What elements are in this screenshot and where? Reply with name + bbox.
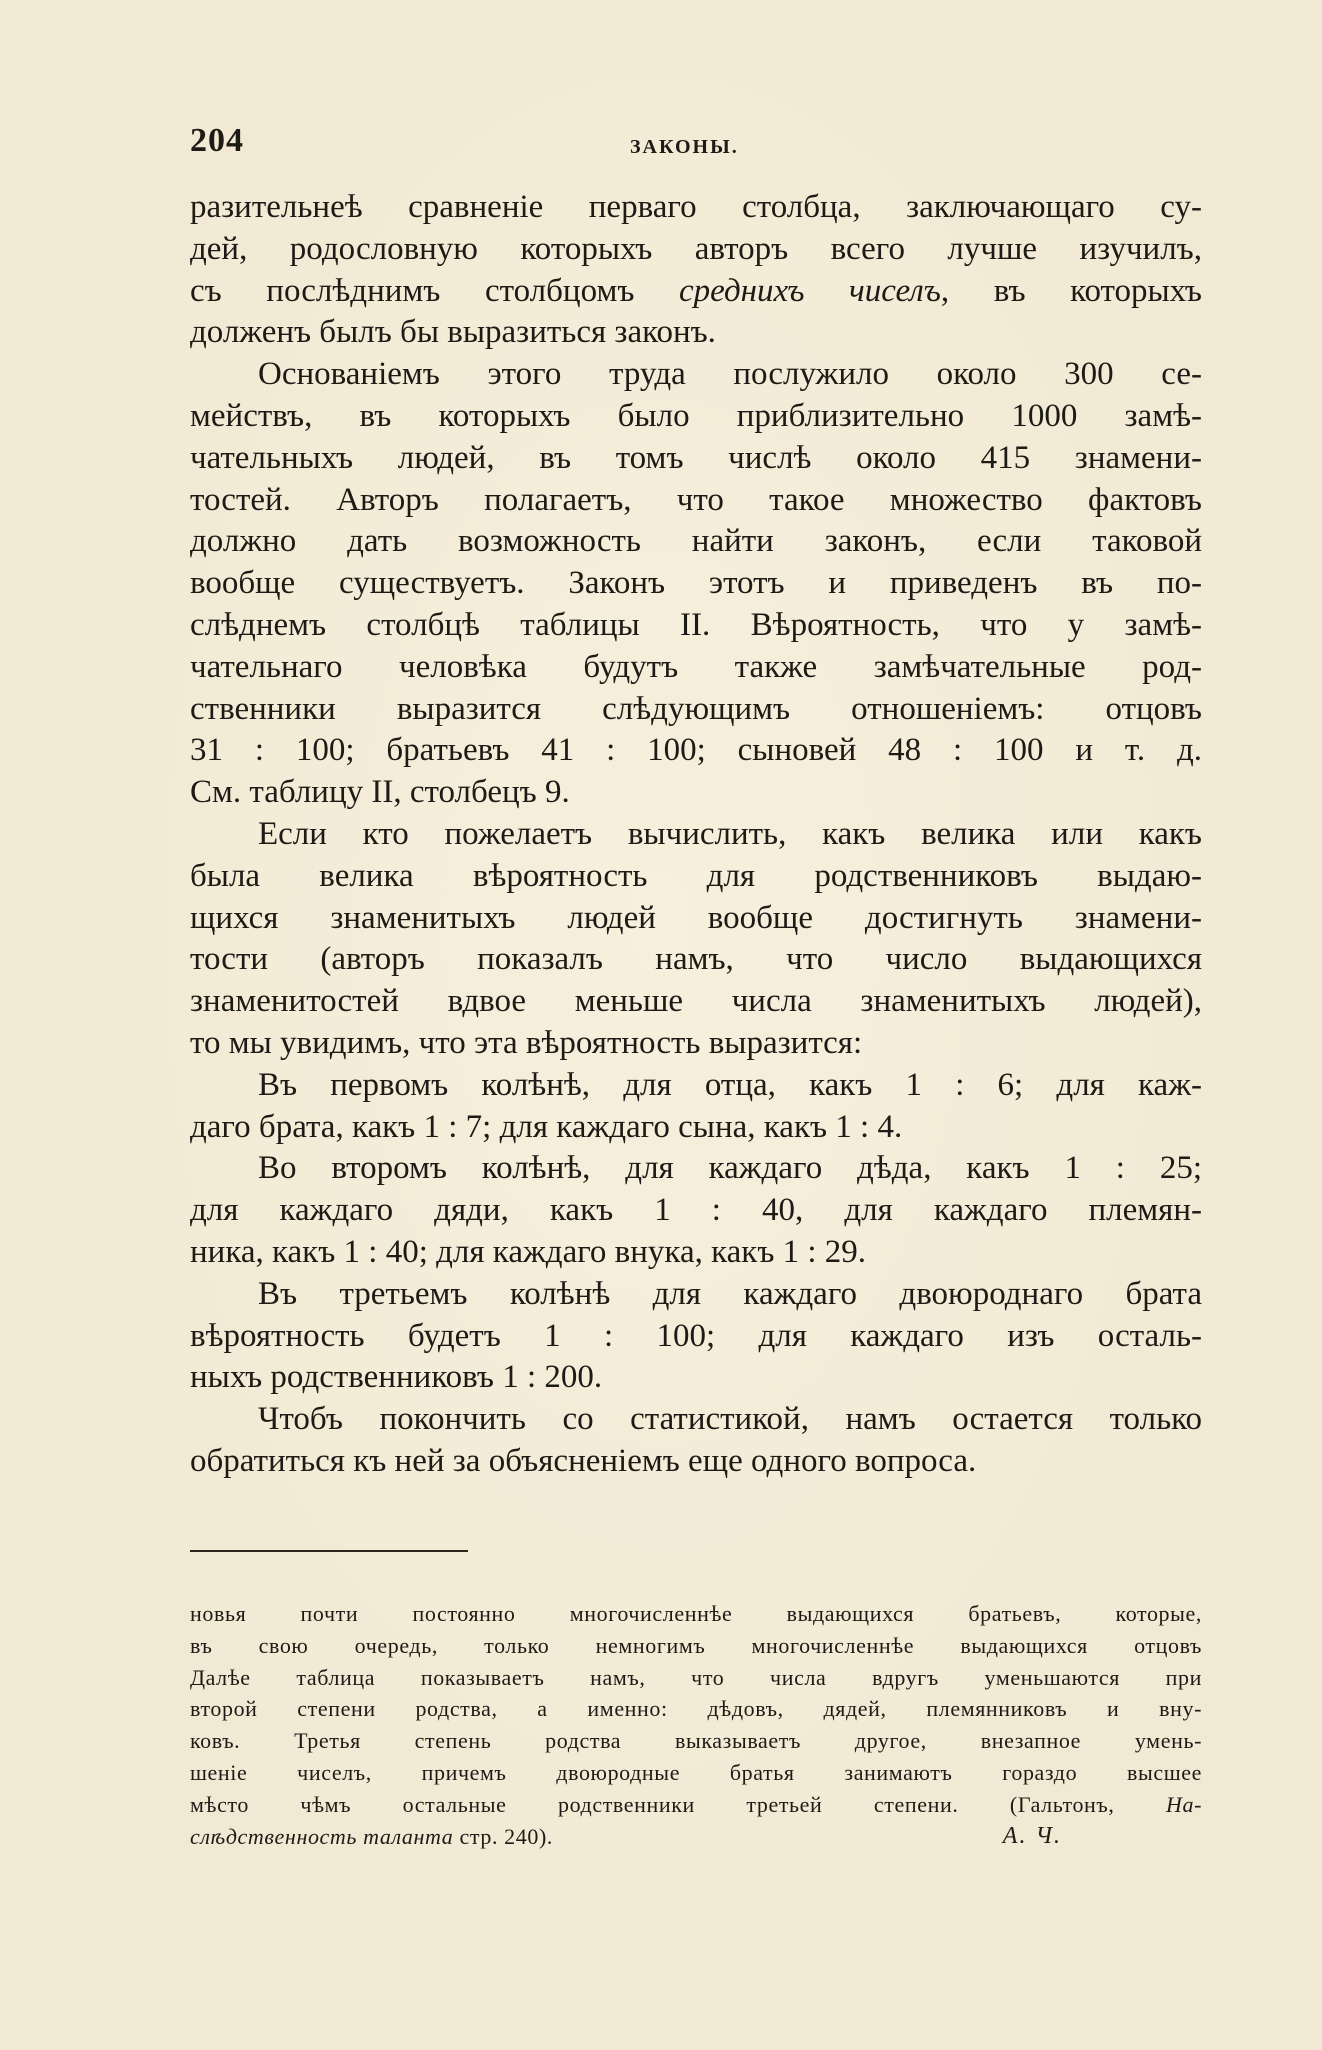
page-number: 204 xyxy=(190,122,244,159)
emphasized-term: среднихъ чиселъ xyxy=(678,272,941,309)
footnote-signature: А. Ч. xyxy=(1002,1822,1062,1849)
text-line: обратиться къ ней за объясненіемъ еще одного вопроса. xyxy=(190,1442,977,1479)
text-line: для каждаго дяди, какъ 1 : 40, для каждаго племян- xyxy=(190,1192,1202,1229)
footnote-line xyxy=(190,1789,1202,1821)
text-line: даго брата, какъ 1 : 7; для каждаго сына, какъ 1 : 4. xyxy=(190,1108,903,1145)
text-line: знаменитостей вдвое меньше числа знаменитыхъ людей), xyxy=(190,983,1202,1020)
footnote-line: въ свою очередь, только немногимъ многочисленнѣе выдающихся отцовъ xyxy=(190,1632,1202,1658)
text-line: Въ первомъ колѣнѣ, для отца, какъ 1 : 6; для каж- xyxy=(258,1066,1202,1103)
emphasized-title: слѣдственность таланта xyxy=(190,1823,454,1849)
text-line: тости (авторъ показалъ намъ, что число выдающихся xyxy=(190,941,1202,978)
text-line: должно дать возможность найти законъ, если таковой xyxy=(190,523,1202,560)
text-line: мействъ, въ которыхъ было приблизительно 1000 замѣ- xyxy=(190,397,1202,434)
text-line: См. таблицу II, столбецъ 9. xyxy=(190,774,570,811)
text-line: ныхъ родственниковъ 1 : 200. xyxy=(190,1359,603,1396)
text-line: чательныхъ людей, въ томъ числѣ около 415 знамени- xyxy=(190,439,1202,476)
footnote xyxy=(190,1598,1202,1852)
main-text xyxy=(190,187,1202,1483)
text-line: ника, какъ 1 : 40; для каждаго внука, какъ 1 : 29. xyxy=(190,1233,867,1270)
emphasized-title: На- xyxy=(1165,1791,1202,1817)
paragraph-2 xyxy=(190,354,1202,814)
text-line: Если кто пожелаетъ вычислить, какъ велика или какъ xyxy=(258,815,1202,852)
text-line: Основаніемъ этого труда послужило около 300 се- xyxy=(258,356,1202,393)
paragraph-7 xyxy=(190,1399,1202,1483)
running-title: ЗАКОНЫ. xyxy=(630,136,739,158)
text-line: была велика вѣроятность для родственниковъ выдаю- xyxy=(190,857,1202,894)
paragraph-3 xyxy=(190,814,1202,1065)
footnote-divider xyxy=(190,1550,468,1552)
text-line: 31 : 100; братьевъ 41 : 100; сыновей 48 : 100 и т. д. xyxy=(190,732,1202,769)
text-line: щихся знаменитыхъ людей вообще достигнуть знамени- xyxy=(190,899,1202,936)
paragraph-4 xyxy=(190,1065,1202,1149)
text-line: Чтобъ покончить со статистикой, намъ остается только xyxy=(258,1401,1202,1438)
text-span: стр. 240). xyxy=(453,1823,553,1849)
text-line: разительнеѣ сравненіе перваго столбца, заключающаго су- xyxy=(190,189,1202,225)
text-line: тостей. Авторъ полагаетъ, что такое множество фактовъ xyxy=(190,481,1202,518)
footnote-line: новья почти постоянно многочисленнѣе выдающихся братьевъ, которые, xyxy=(190,1601,1202,1626)
footnote-line xyxy=(190,1821,1202,1853)
text-span: мѣсто чѣмъ остальные родственники третьей степени. (Гальтонъ, xyxy=(190,1791,1115,1817)
text-line: чательнаго человѣка будутъ также замѣчательные род- xyxy=(190,648,1202,685)
text-span: , въ которыхъ xyxy=(940,272,1202,309)
footnote-line: второй степени родства, а именно: дѣдовъ, дядей, племянниковъ и вну- xyxy=(190,1696,1202,1722)
text-line: Во второмъ колѣнѣ, для каждаго дѣда, какъ 1 : 25; xyxy=(258,1150,1202,1187)
text-line: долженъ былъ бы выразиться законъ. xyxy=(190,314,716,351)
paragraph-1 xyxy=(190,187,1202,354)
text-line: слѣднемъ столбцѣ таблицы II. Вѣроятность, что у замѣ- xyxy=(190,606,1202,643)
text-span: съ послѣднимъ столбцомъ xyxy=(190,272,635,309)
page-header xyxy=(190,122,1210,166)
footnote-line: ковъ. Третья степень родства выказываетъ другое, внезапное умень- xyxy=(190,1728,1202,1754)
text-line: вообще существуетъ. Законъ этотъ и приведенъ въ по- xyxy=(190,565,1202,602)
text-line: вѣроятность будетъ 1 : 100; для каждаго изъ осталь- xyxy=(190,1317,1202,1354)
paragraph-6 xyxy=(190,1274,1202,1399)
text-line xyxy=(190,271,1202,313)
text-line: ственники выразится слѣдующимъ отношеніемъ: отцовъ xyxy=(190,690,1202,727)
paragraph-5 xyxy=(190,1148,1202,1273)
footnote-line: Далѣе таблица показываетъ намъ, что числа вдругъ уменьшаются при xyxy=(190,1664,1202,1690)
text-line: то мы увидимъ, что эта вѣроятность выразится: xyxy=(190,1024,863,1061)
text-line: Въ третьемъ колѣнѣ для каждаго двоюроднаго брата xyxy=(258,1275,1202,1312)
text-line: дей, родословную которыхъ авторъ всего лучше изучилъ, xyxy=(190,230,1202,267)
footnote-line: шеніе чиселъ, причемъ двоюродные братья занимаютъ гораздо высшее xyxy=(190,1759,1202,1785)
